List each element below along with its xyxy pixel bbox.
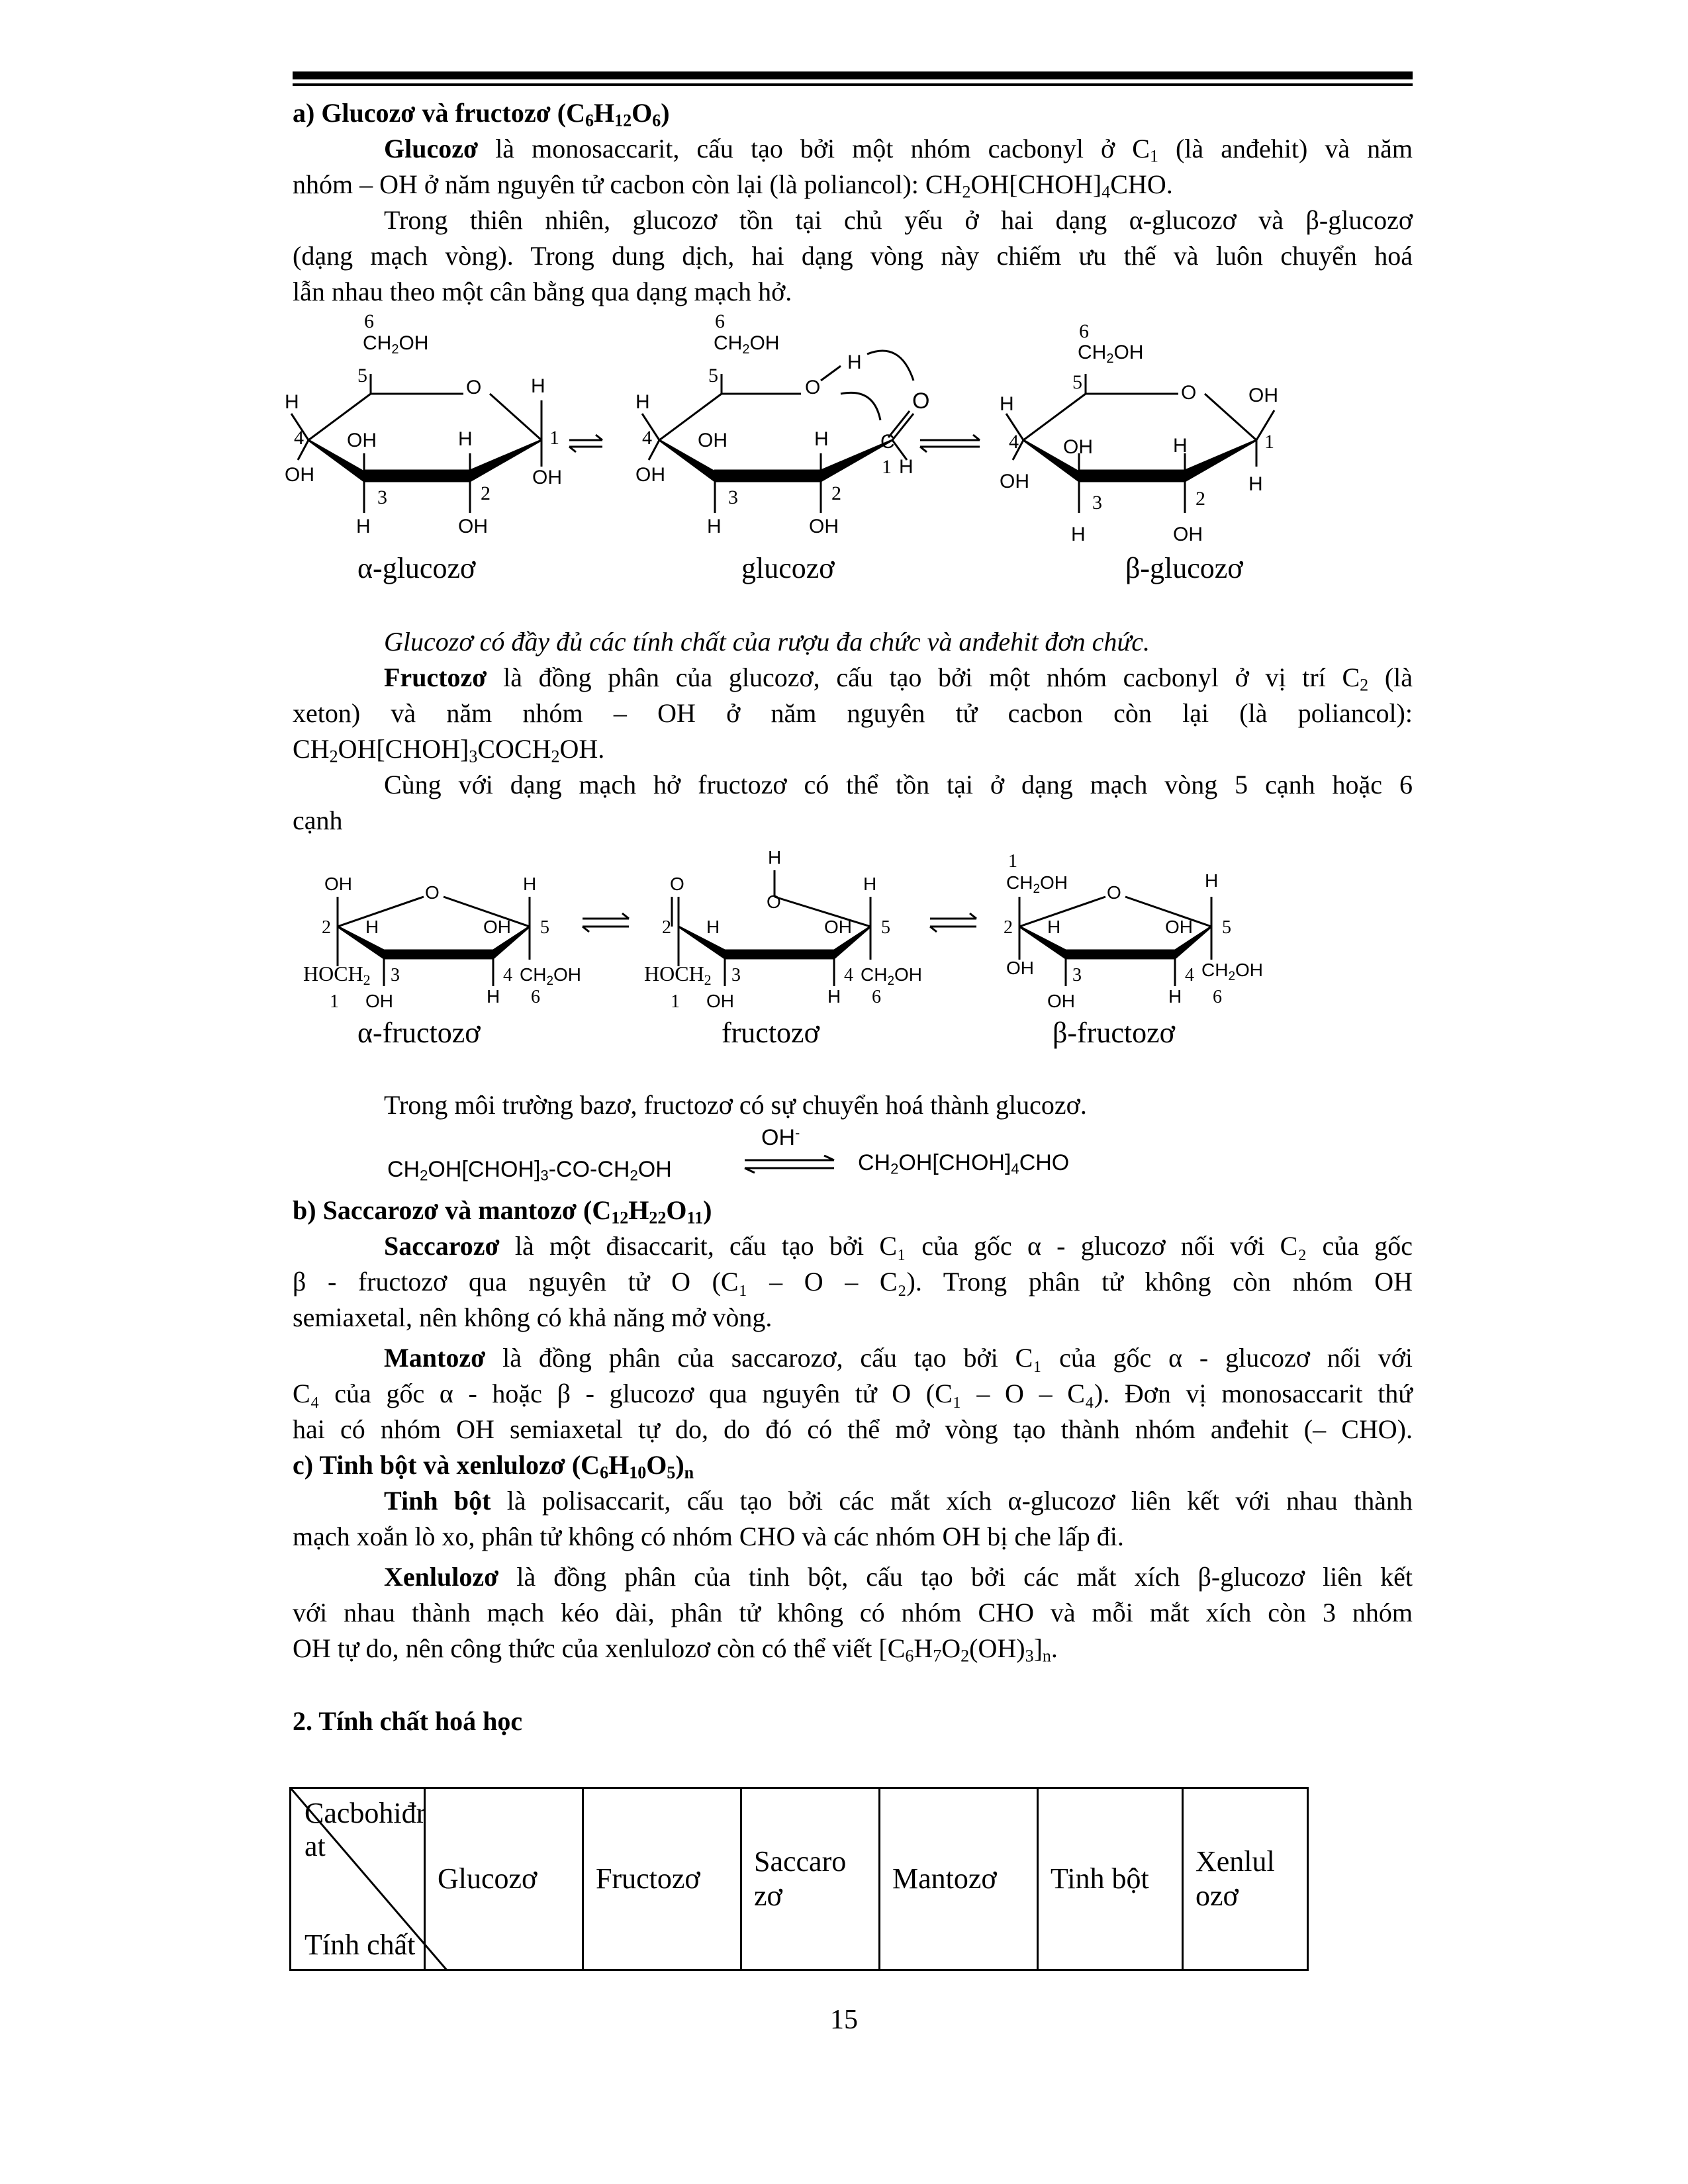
- svg-text:HOCH2: HOCH2: [303, 962, 371, 988]
- svg-text:H: H: [707, 516, 722, 537]
- svg-text:H: H: [1168, 986, 1182, 1007]
- svg-text:O: O: [425, 882, 440, 903]
- starch-line-2: mạch xoắn lò xo, phân tử không có nhóm CHO và các nhóm OH bị che lấp đi.: [293, 1522, 1124, 1551]
- svg-text:2: 2: [481, 482, 491, 504]
- section-b-heading: b) Saccarozơ và mantozơ $(C_{12}H_{22}O_{11})$: [293, 1195, 712, 1228]
- svg-text:CH2OH: $CH_2OH$: [363, 332, 429, 357]
- table-header-cellulose: Xenlul ozơ: [1183, 1788, 1308, 1970]
- caption-fructose: fructozơ: [722, 1017, 820, 1049]
- svg-text:O: O: [805, 377, 821, 398]
- table-header-fructose: Fructozơ: [583, 1788, 741, 1970]
- glucose-forms-line-2: (dạng mạch vòng). Trong dung dịch, hai dạng vòng này chiếm ưu thế và luôn chuyển hoá: [293, 241, 1413, 271]
- svg-text:H: H: [365, 917, 379, 937]
- svg-text:4: 4: [1185, 965, 1194, 985]
- svg-text:4: 4: [1009, 431, 1019, 453]
- svg-text:6: 6: [872, 987, 881, 1007]
- fructose-forms-line-1: Cùng với dạng mạch hở fructozơ có thể tồn tại ở dạng mạch vòng 5 cạnh hoặc 6: [384, 770, 1413, 799]
- svg-text:OH: OH: [1063, 436, 1093, 458]
- svg-text:OH: OH: [635, 464, 665, 486]
- corner-header-bottom: Tính chất: [305, 1929, 416, 1961]
- svg-text:OH: OH: [365, 991, 393, 1011]
- svg-text:H: H: [768, 847, 782, 868]
- table-header-glucose: Glucozơ: [425, 1788, 583, 1970]
- svg-text:OH: OH: [1248, 385, 1278, 406]
- svg-text:OH: OH: [347, 430, 377, 451]
- svg-text:H: H: [1000, 393, 1014, 415]
- svg-text:H: H: [847, 351, 862, 373]
- page-number: 15: [830, 2005, 858, 2035]
- svg-text:5: 5: [881, 917, 890, 938]
- svg-text:5: 5: [708, 365, 718, 387]
- svg-text:O: O: [670, 874, 684, 894]
- svg-text:1: 1: [1264, 431, 1274, 453]
- svg-text:O: O: [1181, 382, 1197, 404]
- glucose-forms-line-1: Trong thiên nhiên, glucozơ tồn tại chủ yếu ở hai dạng α-glucozơ và β-glucozơ: [384, 205, 1413, 235]
- chemical-properties-table: [289, 1787, 1309, 1971]
- caption-alpha-fructose: α-fructozơ: [357, 1017, 481, 1049]
- svg-text:OH: OH: [532, 467, 562, 488]
- alpha-glucose-ring: [291, 374, 541, 513]
- svg-text:H: H: [1047, 917, 1061, 937]
- svg-text:6: 6: [531, 987, 540, 1007]
- equation-catalyst: OH-: [761, 1124, 800, 1150]
- cellulose-line-2: với nhau thành mạch kéo dài, phân tử không có nhóm CHO và mỗi mắt xích còn 3 nhóm: [293, 1598, 1413, 1627]
- svg-text:C: C: [880, 431, 895, 453]
- corner-header-top: Cacbohiđr at: [305, 1797, 426, 1862]
- svg-text:OH: OH: [483, 917, 511, 937]
- header-rule-thin: [293, 83, 1413, 86]
- svg-text:3: 3: [1092, 492, 1102, 514]
- svg-text:H: H: [1071, 523, 1086, 545]
- cellulose-line-1: Xenlulozơ là đồng phân của tinh bột, cấu tạo bởi các mắt xích β-glucozơ liên kết: [384, 1562, 1413, 1592]
- glucose-paragraph-line-1: Glucozơ là monosaccarit, cấu tạo bởi một nhóm cacbonyl ở $C_1$ (là anđehit) và năm: [384, 134, 1413, 166]
- caption-beta-glucose: β-glucozơ: [1125, 552, 1243, 584]
- maltose-line-2: C₄ của gốc α - hoặc β - glucozơ qua nguyên tử O (C₁ – O – C₄). Đơn vị monosaccarit thứ: [293, 1379, 1413, 1408]
- svg-text:H: H: [1205, 870, 1219, 891]
- svg-text:OH: OH: [1000, 471, 1029, 492]
- svg-text:2: 2: [1004, 917, 1013, 938]
- svg-text:H: H: [523, 874, 537, 894]
- svg-text:OH: OH: [809, 516, 839, 537]
- svg-text:3: 3: [377, 486, 387, 508]
- table-corner-cell: [291, 1788, 425, 1970]
- svg-text:H: H: [356, 516, 371, 537]
- svg-text:CH2OH: $CH_2OH$: [1078, 341, 1144, 366]
- svg-text:OH: OH: [1047, 991, 1075, 1011]
- beta-glucose-ring: [1006, 374, 1274, 513]
- svg-text:6: 6: [715, 310, 725, 332]
- svg-text:2: 2: [322, 917, 331, 938]
- svg-text:O: O: [466, 377, 482, 398]
- svg-text:4: 4: [503, 965, 512, 985]
- svg-text:OH: OH: [324, 874, 352, 894]
- glucose-forms-line-3: lẫn nhau theo một cân bằng qua dạng mạch hở.: [293, 277, 792, 306]
- fructose-forms-line-2: cạnh: [293, 805, 343, 835]
- svg-text:H: H: [635, 391, 650, 413]
- glucose-structures-diagram: [285, 308, 1344, 546]
- svg-text:OH: OH: [706, 991, 734, 1011]
- svg-text:6: 6: [364, 310, 374, 332]
- svg-text:CH2OH: $CH_2OH$: [520, 964, 582, 988]
- svg-text:CH2OH: $CH_2OH$: [714, 332, 780, 357]
- table-header-saccharose: Saccaro zơ: [741, 1788, 880, 1970]
- svg-text:H: H: [863, 874, 877, 894]
- section-a-heading: a) Glucozơ và fructozơ $(C_6H_{12}O_6)$: [293, 98, 670, 130]
- svg-text:OH: OH: [1173, 523, 1203, 545]
- fructose-paragraph-line-2: xeton) và năm nhóm – OH ở năm nguyên tử cacbon còn lại (là poliancol):: [293, 698, 1413, 728]
- saccharose-line-2: β - fructozơ qua nguyên tử O (C₁ – O – C₂). Trong phân tử không còn nhóm OH: [293, 1267, 1413, 1297]
- svg-text:HOCH2: HOCH2: [644, 962, 712, 988]
- saccharose-line-1: Saccarozơ là một đisaccarit, cấu tạo bởi C₁ của gốc α - glucozơ nối với C₂ của gốc: [384, 1231, 1413, 1261]
- maltose-line-1: Mantozơ là đồng phân của saccarozơ, cấu tạo bởi C₁ của gốc α - glucozơ nối với: [384, 1343, 1413, 1373]
- cellulose-line-3: OH tự do, nên công thức của xenlulozơ còn có thể viết $[C_6H_7O_2(OH)_3]_n$.: [293, 1633, 1058, 1666]
- open-glucose-ring: [642, 351, 914, 513]
- svg-text:OH: OH: [458, 516, 488, 537]
- caption-beta-fructose: β-fructozơ: [1053, 1017, 1175, 1049]
- svg-text:1: 1: [549, 427, 559, 449]
- section-c-heading: c) Tinh bột và xenlulozơ $(C_6H_{10}O_5)_n$: [293, 1450, 694, 1482]
- svg-text:O: O: [1107, 882, 1121, 903]
- svg-text:5: 5: [1072, 371, 1082, 393]
- svg-text:2: 2: [662, 917, 671, 938]
- svg-text:5: 5: [357, 365, 367, 387]
- equation-arrows: [741, 1155, 841, 1175]
- svg-text:H: H: [487, 986, 500, 1007]
- caption-glucose: glucozơ: [741, 552, 835, 584]
- svg-text:H: H: [1173, 435, 1188, 457]
- svg-text:CH2OH: $CH_2OH$: [861, 964, 923, 988]
- svg-text:H: H: [458, 428, 473, 450]
- section-2-heading: 2. Tính chất hoá học: [293, 1706, 523, 1736]
- fructose-paragraph-line-3: $CH_2OH[CHOH]_3COCH_2OH$.: [293, 734, 605, 766]
- svg-text:1: 1: [330, 991, 339, 1012]
- svg-text:CH2OH: $CH_2OH$: [1006, 872, 1068, 896]
- svg-text:H: H: [706, 917, 720, 937]
- svg-text:H: H: [285, 391, 299, 413]
- saccharose-line-3: semiaxetal, nên không có khả năng mở vòng.: [293, 1302, 773, 1332]
- table-header-maltose: Mantozơ: [880, 1788, 1038, 1970]
- equation-left: $CH_2OH[CHOH]_3-CO-CH_2OH$: [387, 1157, 672, 1184]
- glucose-paragraph-line-2: nhóm – OH ở năm nguyên tử cacbon còn lại (là poliancol): $CH_2OH[CHOH]_4CHO$.: [293, 169, 1173, 202]
- svg-text:3: 3: [391, 965, 400, 985]
- caption-alpha-glucose: α-glucozơ: [357, 552, 476, 584]
- svg-text:1: 1: [671, 991, 680, 1012]
- svg-text:3: 3: [1072, 965, 1082, 985]
- svg-text:O: O: [912, 388, 930, 414]
- svg-text:OH: OH: [1006, 958, 1034, 978]
- base-conversion-text: Trong môi trường bazơ, fructozơ có sự chuyển hoá thành glucozơ.: [384, 1090, 1087, 1120]
- svg-text:4: 4: [844, 965, 853, 985]
- svg-text:OH: OH: [698, 430, 727, 451]
- svg-text:1: 1: [882, 456, 892, 478]
- equation-right: $CH_2OH[CHOH]_4CHO$: [858, 1150, 1070, 1177]
- fructose-structures-diagram: [285, 834, 1344, 1019]
- svg-text:3: 3: [731, 965, 741, 985]
- svg-text:5: 5: [540, 917, 549, 938]
- svg-text:3: 3: [728, 486, 738, 508]
- svg-text:1: 1: [1008, 851, 1017, 872]
- svg-text:4: 4: [642, 427, 652, 449]
- table-header-starch: Tinh bột: [1038, 1788, 1183, 1970]
- fructose-paragraph-line-1: Fructozơ là đồng phân của glucozơ, cấu tạo bởi một nhóm cacbonyl ở vị trí $C_2$ (là: [384, 662, 1413, 695]
- svg-text:H: H: [531, 375, 545, 397]
- starch-line-1: Tinh bột là polisaccarit, cấu tạo bởi các mắt xích α-glucozơ liên kết với nhau thành: [384, 1486, 1413, 1516]
- svg-text:H: H: [827, 986, 841, 1007]
- header-rule-thick: [293, 71, 1413, 79]
- glucose-properties-note: Glucozơ có đầy đủ các tính chất của rượu đa chức và anđehit đơn chức.: [384, 627, 1150, 657]
- beta-fructose-ring: [1019, 897, 1211, 986]
- svg-text:5: 5: [1222, 917, 1231, 938]
- svg-text:H: H: [814, 428, 829, 450]
- svg-text:O: O: [767, 891, 781, 912]
- svg-text:CH2OH: $CH_2OH$: [1201, 960, 1264, 983]
- svg-text:OH: OH: [285, 464, 314, 486]
- maltose-line-3: hai có nhóm OH semiaxetal tự do, do đó có thể mở vòng tạo thành nhóm anđehit (– CHO).: [293, 1414, 1413, 1444]
- svg-text:6: 6: [1213, 987, 1222, 1007]
- svg-text:6: 6: [1079, 320, 1089, 342]
- svg-text:H: H: [1248, 473, 1263, 495]
- svg-text:H: H: [899, 456, 914, 478]
- svg-text:OH: OH: [824, 917, 852, 937]
- svg-text:OH: OH: [1165, 917, 1193, 937]
- svg-text:2: 2: [831, 482, 841, 504]
- svg-text:2: 2: [1196, 488, 1205, 510]
- svg-text:4: 4: [294, 427, 304, 449]
